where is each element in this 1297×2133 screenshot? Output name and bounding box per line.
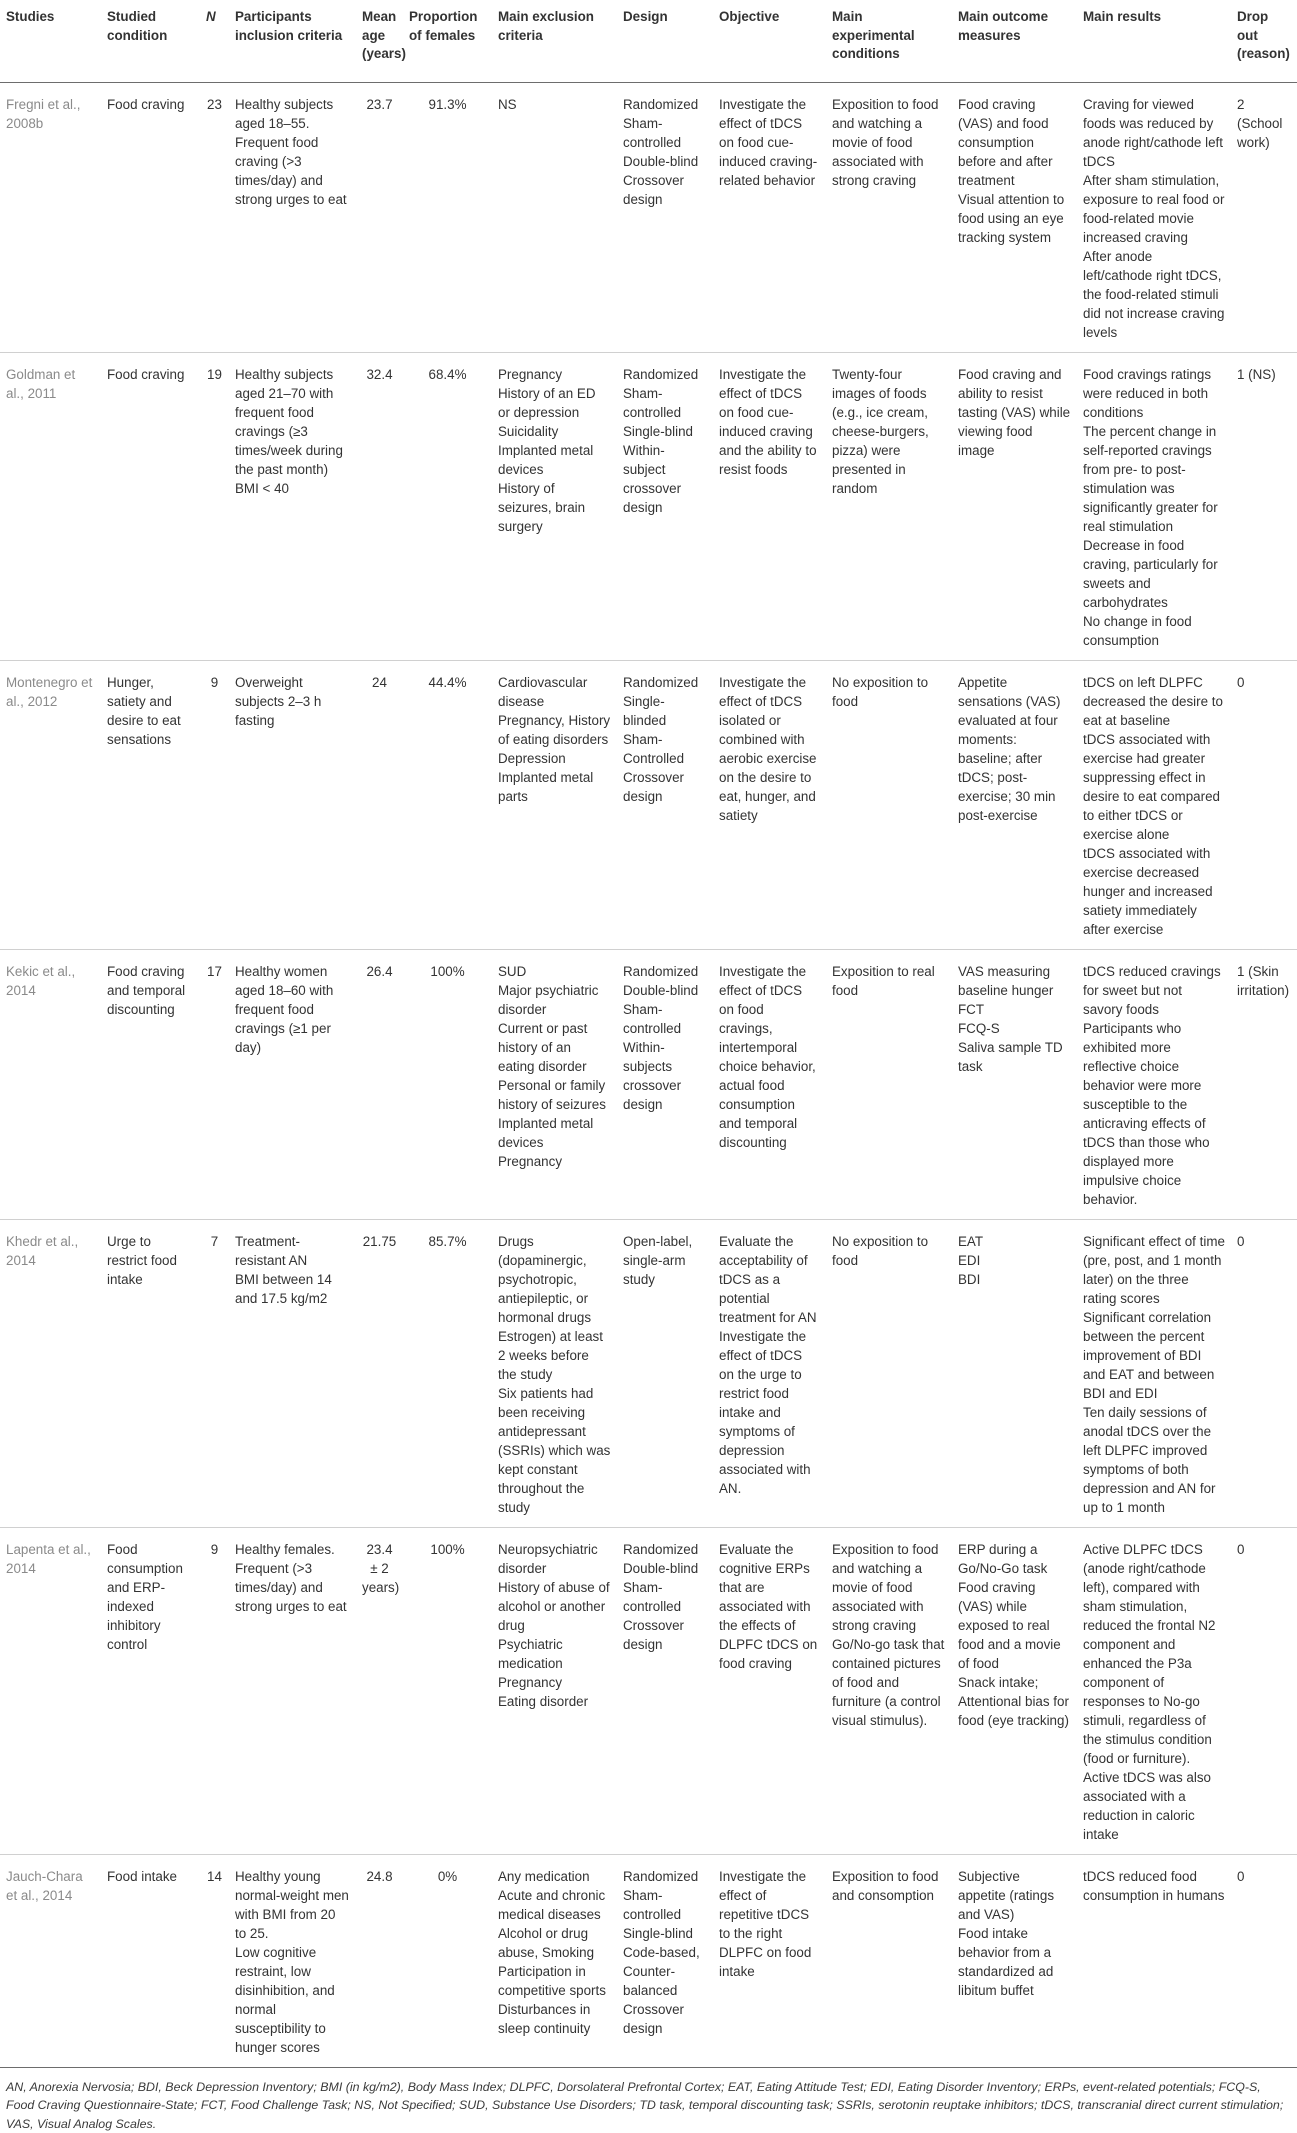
cell-exclusion-line: Suicidality — [498, 422, 611, 441]
cell-inclusion-line: Healthy subjects aged 18–55. — [235, 95, 350, 133]
cell-outcomes-line: Saliva sample TD task — [958, 1038, 1071, 1076]
cell-exclusion-line: History of seizures, brain surgery — [498, 479, 611, 536]
cell-results — [1077, 1527, 1231, 1854]
cell-inclusion-line: Healthy young normal-weight men with BMI from 20 to 25. — [235, 1867, 350, 1943]
cell-results-line: No change in food consumption — [1083, 612, 1225, 650]
cell-outcomes-line: Visual attention to food using an eye tracking system — [958, 190, 1071, 247]
cell-dropout: 1 (NS) — [1231, 352, 1297, 660]
table-header — [0, 0, 1297, 82]
cell-exclusion-line: SUD — [498, 962, 611, 981]
cell-n: 23 — [200, 82, 229, 352]
cell-inclusion — [229, 660, 356, 949]
cell-outcomes-line: Appetite sensations (VAS) evaluated at four moments: baseline; after tDCS; post-exercise; 30 min post-exercise — [958, 673, 1071, 825]
cell-study: Kekic et al., 2014 — [0, 949, 101, 1219]
cell-objective: Evaluate the acceptability of tDCS as a potential treatment for AN Investigate the effect of tDCS on the urge to restrict food intake and symptoms of depression associated with AN. — [713, 1219, 826, 1527]
cell-design-line: Randomized Sham-controlled Single-blind Within-subject crossover design — [623, 365, 707, 517]
header-results: Main results — [1077, 0, 1231, 82]
cell-exclusion-line: Depression — [498, 749, 611, 768]
cell-study: Montenegro et al., 2012 — [0, 660, 101, 949]
cell-results — [1077, 1854, 1231, 2067]
cell-results-line: After anode left/cathode right tDCS, the food-related stimuli did not increase craving levels — [1083, 247, 1225, 342]
cell-exclusion-line: Implanted metal devices — [498, 441, 611, 479]
cell-condition: Food craving — [101, 82, 200, 352]
cell-conditions: Exposition to food and watching a movie of food associated with strong craving — [826, 82, 952, 352]
cell-study: Khedr et al., 2014 — [0, 1219, 101, 1527]
cell-females: 91.3% — [403, 82, 492, 352]
cell-females: 44.4% — [403, 660, 492, 949]
cell-results-line: Active tDCS was also associated with a reduction in caloric intake — [1083, 1768, 1225, 1844]
cell-age: 21.75 — [356, 1219, 403, 1527]
header-studies: Studies — [0, 0, 101, 82]
cell-condition: Hunger, satiety and desire to eat sensations — [101, 660, 200, 949]
header-inclusion: Participants inclusion criteria — [229, 0, 356, 82]
cell-inclusion-line: Low cognitive restraint, low disinhibition, and normal susceptibility to hunger scores — [235, 1943, 350, 2057]
cell-inclusion — [229, 1219, 356, 1527]
cell-n: 19 — [200, 352, 229, 660]
cell-outcomes — [952, 1219, 1077, 1527]
table-row — [0, 1219, 1297, 1527]
cell-exclusion-line: Major psychiatric disorder — [498, 981, 611, 1019]
cell-exclusion-line: Psychiatric medication — [498, 1635, 611, 1673]
cell-outcomes-line: Food craving and ability to resist tasting (VAS) while viewing food image — [958, 365, 1071, 460]
cell-females: 0% — [403, 1854, 492, 2067]
cell-results-line: tDCS reduced cravings for sweet but not savory foods — [1083, 962, 1225, 1019]
cell-exclusion-line: Participation in competitive sports — [498, 1962, 611, 2000]
cell-exclusion-line: Neuropsychiatric disorder — [498, 1540, 611, 1578]
table-row — [0, 352, 1297, 660]
cell-results — [1077, 1219, 1231, 1527]
cell-results — [1077, 660, 1231, 949]
cell-outcomes-line: EDI — [958, 1251, 1071, 1270]
cell-outcomes — [952, 82, 1077, 352]
cell-outcomes — [952, 660, 1077, 949]
cell-condition: Food consumption and ERP-indexed inhibitory control — [101, 1527, 200, 1854]
cell-design — [617, 949, 713, 1219]
cell-condition: Food intake — [101, 1854, 200, 2067]
cell-exclusion-line: Drugs (dopaminergic, psychotropic, antiepileptic, or hormonal drugs Estrogen) at least 2 weeks before the study — [498, 1232, 611, 1384]
cell-inclusion-line: Treatment-resistant AN — [235, 1232, 350, 1270]
table-row — [0, 1854, 1297, 2067]
header-n: N — [200, 0, 229, 82]
cell-exclusion-line: History of an ED or depression — [498, 384, 611, 422]
cell-condition: Food craving and temporal discounting — [101, 949, 200, 1219]
cell-exclusion — [492, 949, 617, 1219]
cell-objective: Investigate the effect of tDCS on food cue-induced craving-related behavior — [713, 82, 826, 352]
cell-inclusion-line: BMI < 40 — [235, 479, 350, 498]
header-dropout: Drop out (reason) — [1231, 0, 1297, 82]
cell-results-line: tDCS reduced food consumption in humans — [1083, 1867, 1225, 1905]
cell-inclusion — [229, 1527, 356, 1854]
cell-inclusion-line: Healthy women aged 18–60 with frequent food cravings (≥1 per day) — [235, 962, 350, 1057]
cell-exclusion-line: Implanted metal devices — [498, 1114, 611, 1152]
cell-exclusion-line: Current or past history of an eating disorder — [498, 1019, 611, 1076]
cell-results-line: tDCS associated with exercise had greater suppressing effect in desire to eat compared to either tDCS or exercise alone — [1083, 730, 1225, 844]
table-footnote: AN, Anorexia Nervosia; BDI, Beck Depression Inventory; BMI (in kg/m2), Body Mass Index; DLPFC, Dorsolateral Prefrontal Cortex; EAT, Eating Attitude Test; EDI, Eating Disorder Inventory; ERPs, event-related potentials; FCQ-S, Food Craving Questionnaire-State; FCT, Food Challenge Task; NS, Not Specified; SUD, Substance Use Disorders; TD task, temporal discounting task; SSRIs, serotonin reuptake inhibitors; tDCS, transcranial direct current stimulation; VAS, Visual Analog Scales. — [0, 2068, 1297, 2133]
cell-results-line: tDCS on left DLPFC decreased the desire to eat at baseline — [1083, 673, 1225, 730]
table-body — [0, 82, 1297, 2067]
cell-design — [617, 352, 713, 660]
cell-study: Fregni et al., 2008b — [0, 82, 101, 352]
cell-results-line: Craving for viewed foods was reduced by anode right/cathode left tDCS — [1083, 95, 1225, 171]
cell-conditions: Exposition to real food — [826, 949, 952, 1219]
cell-outcomes-line: Food intake behavior from a standardized ad libitum buffet — [958, 1924, 1071, 2000]
cell-n: 14 — [200, 1854, 229, 2067]
header-row — [0, 0, 1297, 82]
cell-inclusion — [229, 949, 356, 1219]
cell-exclusion-line: Disturbances in sleep continuity — [498, 2000, 611, 2038]
cell-conditions: Twenty-four images of foods (e.g., ice cream, cheese-burgers, pizza) were presented in random — [826, 352, 952, 660]
cell-condition: Food craving — [101, 352, 200, 660]
cell-dropout: 0 — [1231, 660, 1297, 949]
cell-objective: Investigate the effect of tDCS on food cue-induced craving and the ability to resist foods — [713, 352, 826, 660]
cell-dropout: 0 — [1231, 1527, 1297, 1854]
cell-results-line: tDCS associated with exercise decreased hunger and increased satiety immediately after exercise — [1083, 844, 1225, 939]
cell-outcomes-line: Food craving (VAS) while exposed to real food and a movie of food — [958, 1578, 1071, 1673]
cell-outcomes — [952, 1527, 1077, 1854]
cell-conditions: No exposition to food — [826, 1219, 952, 1527]
cell-objective: Investigate the effect of tDCS on food cravings, intertemporal choice behavior, actual food consumption and temporal discounting — [713, 949, 826, 1219]
cell-outcomes — [952, 352, 1077, 660]
header-design: Design — [617, 0, 713, 82]
cell-exclusion-line: Pregnancy — [498, 365, 611, 384]
cell-dropout: 1 (Skin irritation) — [1231, 949, 1297, 1219]
cell-outcomes-line: Attentional bias for food (eye tracking) — [958, 1692, 1071, 1730]
cell-inclusion-line: Healthy females. Frequent (>3 times/day) and strong urges to eat — [235, 1540, 350, 1616]
cell-exclusion-line: Personal or family history of seizures — [498, 1076, 611, 1114]
cell-outcomes-line: FCQ-S — [958, 1019, 1071, 1038]
cell-dropout: 2 (School work) — [1231, 82, 1297, 352]
cell-exclusion-line: Any medication — [498, 1867, 611, 1886]
cell-inclusion-line: Overweight subjects 2–3 h fasting — [235, 673, 350, 730]
cell-exclusion-line: Eating disorder — [498, 1692, 611, 1711]
cell-exclusion-line: Alcohol or drug abuse, Smoking — [498, 1924, 611, 1962]
cell-exclusion-line: NS — [498, 95, 611, 114]
cell-n: 7 — [200, 1219, 229, 1527]
cell-outcomes — [952, 1854, 1077, 2067]
cell-results-line: Food cravings ratings were reduced in both conditions — [1083, 365, 1225, 422]
cell-design-line: Randomized Sham-controlled Single-blind Code-based, Counter-balanced Crossover design — [623, 1867, 707, 2038]
table-row — [0, 1527, 1297, 1854]
cell-exclusion — [492, 352, 617, 660]
cell-condition: Urge to restrict food intake — [101, 1219, 200, 1527]
cell-outcomes-line: BDI — [958, 1270, 1071, 1289]
header-females: Proportion of females — [403, 0, 492, 82]
cell-n: 17 — [200, 949, 229, 1219]
cell-dropout: 0 — [1231, 1854, 1297, 2067]
cell-conditions: No exposition to food — [826, 660, 952, 949]
cell-results-line: After sham stimulation, exposure to real food or food-related movie increased craving — [1083, 171, 1225, 247]
cell-exclusion-line: Pregnancy — [498, 1152, 611, 1171]
cell-study: Goldman et al., 2011 — [0, 352, 101, 660]
cell-inclusion — [229, 1854, 356, 2067]
cell-objective: Investigate the effect of repetitive tDCS to the right DLPFC on food intake — [713, 1854, 826, 2067]
cell-results-line: Participants who exhibited more reflective choice behavior were more susceptible to the anticraving effects of tDCS than those who displayed more impulsive choice behavior. — [1083, 1019, 1225, 1209]
cell-conditions: Exposition to food and watching a movie of food associated with strong craving Go/No-go task that contained pictures of food and furniture (a control visual stimulus). — [826, 1527, 952, 1854]
cell-results-line: Significant correlation between the percent improvement of BDI and EAT and between BDI and EDI — [1083, 1308, 1225, 1403]
cell-results — [1077, 82, 1231, 352]
cell-objective: Evaluate the cognitive ERPs that are associated with the effects of DLPFC tDCS on food craving — [713, 1527, 826, 1854]
header-studied-condition: Studied condition — [101, 0, 200, 82]
cell-exclusion — [492, 82, 617, 352]
cell-design-line: Open-label, single-arm study — [623, 1232, 707, 1289]
cell-n: 9 — [200, 1527, 229, 1854]
cell-outcomes-line: ERP during a Go/No-Go task — [958, 1540, 1071, 1578]
cell-outcomes-line: FCT — [958, 1000, 1071, 1019]
cell-study: Lapenta et al., 2014 — [0, 1527, 101, 1854]
cell-results-line: The percent change in self-reported cravings from pre- to post-stimulation was significantly greater for real stimulation — [1083, 422, 1225, 536]
cell-exclusion — [492, 1854, 617, 2067]
header-objective: Objective — [713, 0, 826, 82]
cell-age: 23.7 — [356, 82, 403, 352]
cell-inclusion — [229, 82, 356, 352]
cell-outcomes-line: Snack intake; — [958, 1673, 1071, 1692]
cell-age: 24 — [356, 660, 403, 949]
cell-age: 23.4 ± 2 years) — [356, 1527, 403, 1854]
cell-age: 32.4 — [356, 352, 403, 660]
cell-n: 9 — [200, 660, 229, 949]
cell-design — [617, 1854, 713, 2067]
cell-exclusion-line: Pregnancy — [498, 1673, 611, 1692]
cell-results — [1077, 949, 1231, 1219]
cell-exclusion-line: Implanted metal parts — [498, 768, 611, 806]
cell-design — [617, 1527, 713, 1854]
cell-design-line: Randomized Single-blinded Sham-Controlled Crossover design — [623, 673, 707, 806]
cell-outcomes-line: EAT — [958, 1232, 1071, 1251]
cell-inclusion — [229, 352, 356, 660]
cell-exclusion-line: Pregnancy, History of eating disorders — [498, 711, 611, 749]
cell-results — [1077, 352, 1231, 660]
cell-age: 26.4 — [356, 949, 403, 1219]
cell-outcomes-line: Subjective appetite (ratings and VAS) — [958, 1867, 1071, 1924]
table-row — [0, 82, 1297, 352]
cell-design-line: Randomized Double-blind Sham-controlled Crossover design — [623, 1540, 707, 1654]
cell-results-line: Significant effect of time (pre, post, and 1 month later) on the three rating scores — [1083, 1232, 1225, 1308]
cell-outcomes-line: VAS measuring baseline hunger — [958, 962, 1071, 1000]
cell-exclusion-line: Acute and chronic medical diseases — [498, 1886, 611, 1924]
cell-females: 100% — [403, 1527, 492, 1854]
cell-exclusion-line: Cardiovascular disease — [498, 673, 611, 711]
cell-design — [617, 1219, 713, 1527]
cell-exclusion-line: Six patients had been receiving antidepressant (SSRIs) which was kept constant throughout the study — [498, 1384, 611, 1517]
cell-exclusion — [492, 660, 617, 949]
cell-age: 24.8 — [356, 1854, 403, 2067]
table-row — [0, 660, 1297, 949]
cell-dropout: 0 — [1231, 1219, 1297, 1527]
cell-females: 85.7% — [403, 1219, 492, 1527]
cell-study: Jauch-Chara et al., 2014 — [0, 1854, 101, 2067]
header-exclusion: Main exclusion criteria — [492, 0, 617, 82]
cell-outcomes-line: Food craving (VAS) and food consumption before and after treatment — [958, 95, 1071, 190]
header-mean-age: Mean age (years) — [356, 0, 403, 82]
header-conditions: Main experimental conditions — [826, 0, 952, 82]
cell-inclusion-line: Healthy subjects aged 21–70 with frequent food cravings (≥3 times/week during the past month) — [235, 365, 350, 479]
cell-results-line: Decrease in food craving, particularly for sweets and carbohydrates — [1083, 536, 1225, 612]
cell-females: 100% — [403, 949, 492, 1219]
cell-results-line: Ten daily sessions of anodal tDCS over the left DLPFC improved symptoms of both depression and AN for up to 1 month — [1083, 1403, 1225, 1517]
cell-design-line: Randomized Sham-controlled Double-blind Crossover design — [623, 95, 707, 209]
cell-design-line: Randomized Double-blind Sham-controlled Within-subjects crossover design — [623, 962, 707, 1114]
cell-inclusion-line: Frequent food craving (>3 times/day) and strong urges to eat — [235, 133, 350, 209]
cell-outcomes — [952, 949, 1077, 1219]
table-row — [0, 949, 1297, 1219]
cell-exclusion-line: History of abuse of alcohol or another drug — [498, 1578, 611, 1635]
header-outcomes: Main outcome measures — [952, 0, 1077, 82]
cell-females: 68.4% — [403, 352, 492, 660]
cell-design — [617, 660, 713, 949]
cell-inclusion-line: BMI between 14 and 17.5 kg/m2 — [235, 1270, 350, 1308]
cell-objective: Investigate the effect of tDCS isolated or combined with aerobic exercise on the desire to eat, hunger, and satiety — [713, 660, 826, 949]
cell-results-line: Active DLPFC tDCS (anode right/cathode left), compared with sham stimulation, reduced the frontal N2 component and enhanced the P3a component of responses to No-go stimuli, regardless of the stimulus condition (food or furniture). — [1083, 1540, 1225, 1768]
cell-exclusion — [492, 1219, 617, 1527]
cell-conditions: Exposition to food and consomption — [826, 1854, 952, 2067]
cell-exclusion — [492, 1527, 617, 1854]
cell-design — [617, 82, 713, 352]
